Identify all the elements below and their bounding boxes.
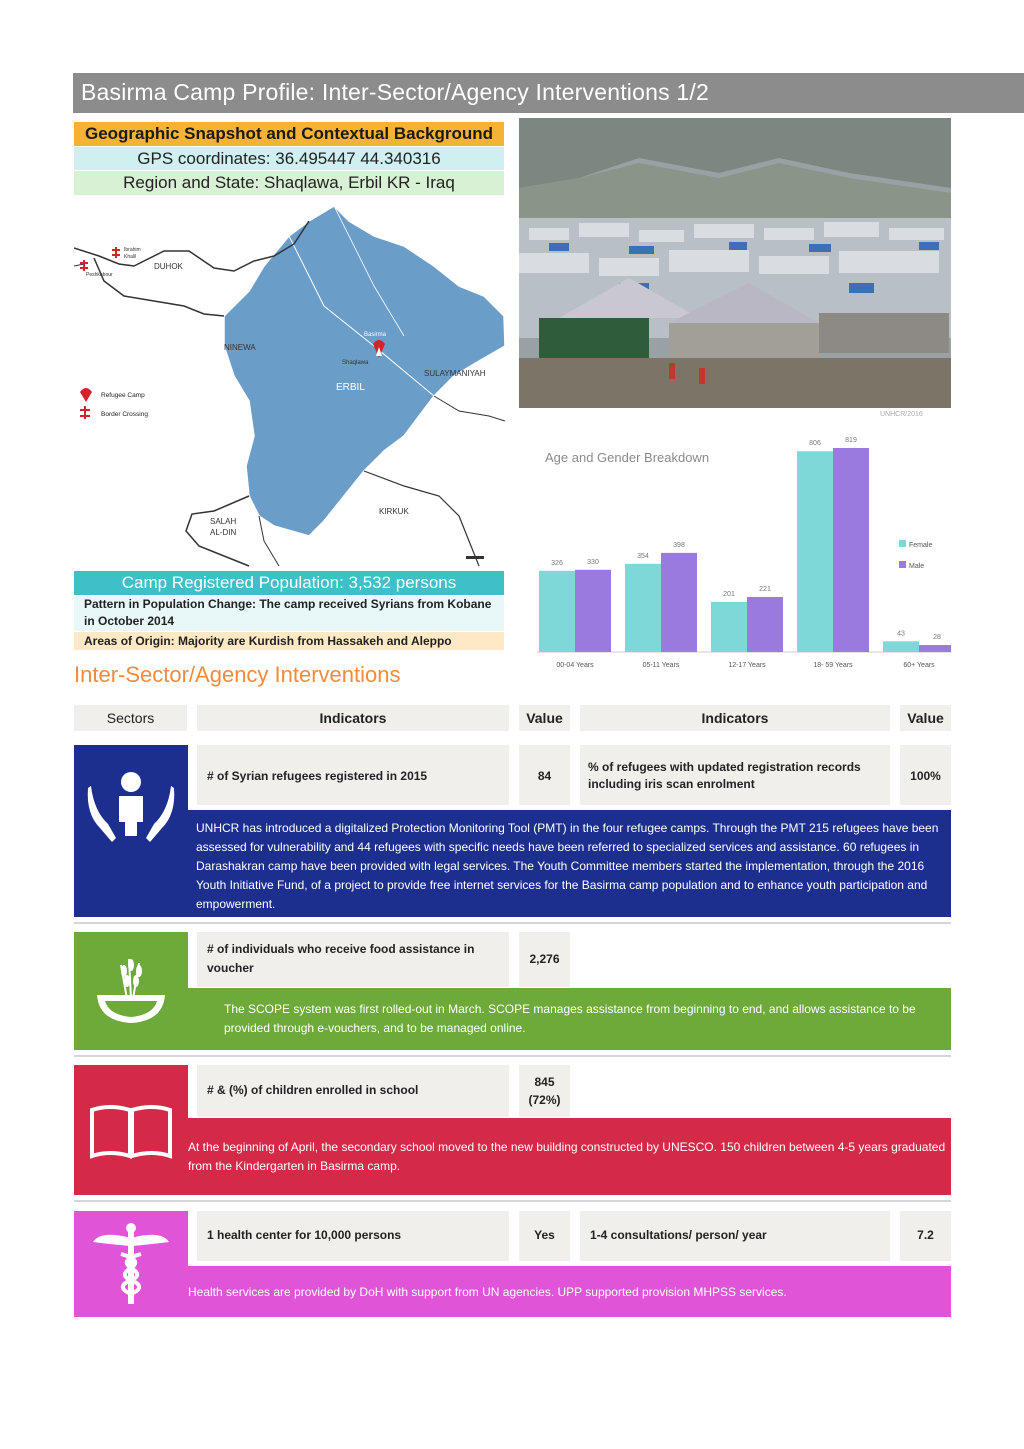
map-label-shaqlawa: Shaqlawa — [342, 360, 369, 366]
health-narrative: Health services are provided by DoH with support from UN agencies. UPP supported provision MHPSS services. — [180, 1266, 951, 1317]
food-sector — [74, 932, 188, 1050]
map-label-salah: SALAH — [210, 517, 237, 526]
health-indicator-2: 1-4 consultations/ person/ year — [580, 1211, 890, 1261]
photo-credit: UNHCR/2016 — [880, 411, 923, 418]
data-label-female-4: 43 — [897, 630, 905, 638]
education-value-count: 845 — [534, 1075, 555, 1089]
category-label-1: 05-11 Years — [642, 662, 680, 669]
bar-female-4 — [883, 641, 919, 652]
title-bar — [73, 73, 1024, 113]
population-headline: Camp Registered Population: 3,532 persons — [74, 571, 504, 595]
bar-female-2 — [711, 602, 747, 652]
map-label-peshkabour: Peshkabour — [86, 272, 113, 278]
category-label-0: 00-04 Years — [556, 662, 594, 669]
protection-value-1: 84 — [519, 745, 570, 805]
legend-swatch-female — [899, 540, 906, 547]
location-map — [74, 196, 505, 570]
interventions-heading: Inter-Sector/Agency Interventions — [74, 662, 401, 687]
region-state: Region and State: Shaqlawa, Erbil KR - Iraq — [74, 171, 504, 195]
data-label-male-3: 819 — [845, 437, 857, 444]
education-narrative: At the beginning of April, the secondary school moved to the new building constructed by UNESCO. 150 children between 4-5 years graduated from the Kindergarten in Basirma camp. — [180, 1118, 951, 1195]
education-indicator-1: # & (%) of children enrolled in school — [197, 1065, 509, 1117]
health-value-1: Yes — [519, 1211, 570, 1261]
bar-male-4 — [919, 645, 951, 652]
divider — [74, 1200, 951, 1202]
legend-label-male: Male — [909, 563, 925, 570]
food-bowl-icon — [91, 951, 171, 1031]
health-value-2: 7.2 — [900, 1211, 951, 1261]
legend-border-label: Border Crossing — [101, 411, 148, 418]
map-label-erbil: ERBIL — [336, 382, 365, 393]
geo-heading: Geographic Snapshot and Contextual Background — [74, 122, 504, 146]
map-label-kirkuk: KIRKUK — [379, 507, 409, 516]
page-title: Basirma Camp Profile: Inter-Sector/Agency Interventions 1/2 — [81, 79, 709, 105]
header-sectors: Sectors — [74, 705, 187, 731]
age-gender-chart — [519, 420, 951, 680]
divider — [74, 1055, 951, 1057]
header-value-2: Value — [900, 705, 951, 731]
caduceus-icon — [91, 1222, 171, 1306]
map-label-ibrahim: Ibrahim — [124, 247, 141, 253]
health-sector — [74, 1211, 188, 1317]
food-indicator-1: # of individuals who receive food assistance in voucher — [197, 932, 509, 987]
legend-camp-label: Refugee Camp — [101, 392, 145, 399]
food-value-1: 2,276 — [519, 932, 570, 987]
map-label-duhok: DUHOK — [154, 262, 183, 271]
hands-person-icon — [86, 766, 176, 846]
gps-coordinates: GPS coordinates: 36.495447 44.340316 — [74, 147, 504, 170]
data-label-male-1: 398 — [673, 541, 685, 549]
data-label-female-0: 326 — [551, 559, 563, 567]
bar-female-1 — [625, 564, 661, 652]
book-icon — [88, 1100, 174, 1160]
data-label-female-1: 354 — [637, 552, 649, 560]
data-label-male-2: 221 — [759, 585, 771, 593]
bar-male-3 — [833, 448, 869, 652]
education-value-1 — [519, 1065, 570, 1117]
map-label-sulaymaniyah: SULAYMANIYAH — [424, 369, 486, 378]
protection-value-2: 100% — [900, 745, 951, 805]
map-label-ninewa: NINEWA — [224, 343, 256, 352]
protection-narrative: UNHCR has introduced a digitalized Protection Monitoring Tool (PMT) in the four refugee camps. Through the PMT 215 refugees have been assessed for vulnerability and 44 refugees with specific needs have been referred to specialized services and assistance. 60 refugees in Darashakran camp have been provided with legal services. The Youth Committee members started the implementation, through the 2016 Youth Initiative Fund, of a project to provide free internet services for the Basirma camp population and to enhance youth participation and empowerment. — [188, 810, 951, 917]
header-indicators-1: Indicators — [197, 705, 509, 731]
map-label-basirma: Basirma — [364, 332, 387, 338]
population-origin: Areas of Origin: Majority are Kurdish from Hassakeh and Aleppo — [74, 632, 504, 650]
map-label-khalil: Khalil — [124, 254, 137, 260]
chart-title: Age and Gender Breakdown — [545, 450, 710, 465]
population-pattern: Pattern in Population Change: The camp received Syrians from Kobane in October 2014 — [74, 596, 504, 631]
category-label-3: 18- 59 Years — [813, 662, 853, 669]
food-narrative: The SCOPE system was first rolled-out in March. SCOPE manages assistance from beginning to end, and allows assistance to be provided through e-vouchers, and to be managed online. — [188, 988, 951, 1050]
data-label-male-4: 28 — [933, 634, 941, 642]
data-label-male-0: 330 — [587, 558, 599, 566]
legend-swatch-male — [899, 561, 906, 568]
protection-indicator-2: % of refugees with updated registration records including iris scan enrolment — [580, 745, 890, 805]
legend-label-female: Female — [909, 542, 933, 549]
bar-female-3 — [797, 451, 833, 652]
divider — [74, 922, 951, 924]
health-indicator-1: 1 health center for 10,000 persons — [197, 1211, 509, 1261]
bar-female-0 — [539, 571, 575, 652]
header-value-1: Value — [519, 705, 570, 731]
camp-photo — [519, 118, 951, 408]
data-label-female-3: 806 — [809, 440, 821, 448]
header-indicators-2: Indicators — [580, 705, 890, 731]
education-value-percent: (72%) — [528, 1093, 561, 1107]
bar-male-1 — [661, 553, 697, 652]
data-label-female-2: 201 — [723, 590, 735, 598]
protection-sector — [74, 745, 188, 917]
bar-male-0 — [575, 570, 611, 652]
category-label-2: 12-17 Years — [728, 662, 766, 669]
map-label-aldin: AL-DIN — [210, 528, 237, 537]
education-sector — [74, 1065, 188, 1195]
protection-indicator-1: # of Syrian refugees registered in 2015 — [197, 745, 509, 805]
bar-male-2 — [747, 597, 783, 652]
category-label-4: 60+ Years — [903, 662, 935, 669]
